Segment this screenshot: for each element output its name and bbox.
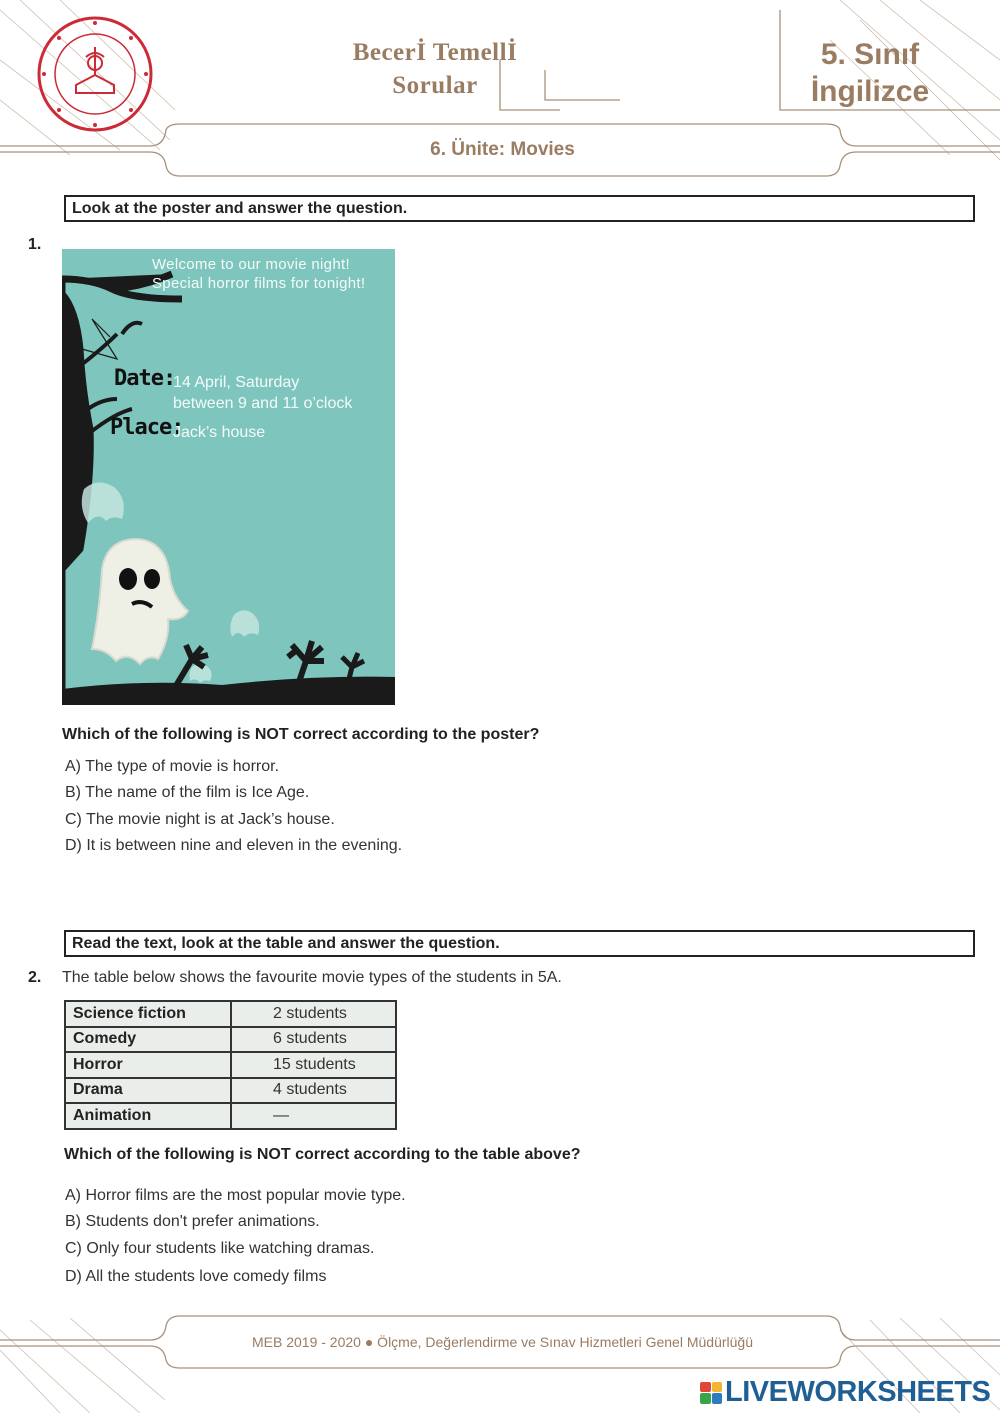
q2-option-a[interactable]: A) Horror films are the most popular movie type. — [65, 1187, 406, 1204]
question-2-stem: Which of the following is NOT correct according to the table above? — [64, 1146, 581, 1163]
liveworksheets-label: LIVEWORKSHEETS — [725, 1376, 991, 1408]
poster-date-label: Date: — [114, 366, 176, 391]
poster-welcome-line2: Special horror films for tonight! — [152, 275, 366, 292]
poster-date-line1: 14 April, Saturday — [173, 374, 300, 391]
instruction-box-1: Look at the poster and answer the question. — [64, 195, 975, 222]
poster-place-label: Place: — [110, 415, 184, 440]
table-cell-type: Drama — [65, 1078, 231, 1104]
poster-date-value — [173, 372, 352, 414]
question-2-intro: The table below shows the favourite movie types of the students in 5A. — [62, 969, 562, 986]
poster-illustration — [62, 249, 395, 705]
q1-option-a[interactable]: A) The type of movie is horror. — [65, 758, 280, 775]
movie-poster — [62, 249, 395, 705]
q2-option-c[interactable]: C) Only four students like watching dramas. — [65, 1240, 375, 1257]
table-cell-type: Science fiction — [65, 1001, 231, 1027]
series-title-line2: Sorular — [392, 72, 478, 99]
poster-welcome-line1: Welcome to our movie night! — [152, 256, 350, 273]
grade-label: 5. Sınıf — [820, 38, 920, 71]
ministry-logo — [36, 15, 154, 133]
table-row — [65, 1052, 396, 1078]
q1-option-b[interactable]: B) The name of the film is Ice Age. — [65, 784, 310, 801]
table-cell-type: Animation — [65, 1103, 231, 1129]
movie-types-table — [64, 1000, 397, 1130]
table-cell-count: 15 students — [231, 1052, 396, 1078]
liveworksheets-icon — [700, 1382, 722, 1404]
table-cell-count: 4 students — [231, 1078, 396, 1104]
table-cell-type: Comedy — [65, 1027, 231, 1053]
poster-date-line2: between 9 and 11 o’clock — [173, 395, 353, 412]
question-number-2: 2. — [28, 969, 42, 986]
table-row — [65, 1027, 396, 1053]
q2-option-d[interactable]: D) All the students love comedy films — [65, 1268, 327, 1285]
question-1-stem: Which of the following is NOT correct according to the poster? — [62, 726, 540, 743]
subject-label: İngilizce — [810, 75, 930, 108]
table-row — [65, 1078, 396, 1104]
grade-subject — [790, 36, 950, 110]
unit-title: 6. Ünite: Movies — [430, 139, 575, 160]
q2-option-b[interactable]: B) Students don't prefer animations. — [65, 1213, 320, 1230]
table-cell-count: 2 students — [231, 1001, 396, 1027]
table-row — [65, 1001, 396, 1027]
question-number-1: 1. — [28, 236, 42, 253]
q1-option-d[interactable]: D) It is between nine and eleven in the evening. — [65, 837, 403, 854]
liveworksheets-watermark — [700, 1376, 990, 1409]
instruction-box-2: Read the text, look at the table and answer the question. — [64, 930, 975, 957]
footer-text: MEB 2019 - 2020 ● Ölçme, Değerlendirme ve Sınav Hizmetleri Genel Müdürlüğü — [251, 1334, 753, 1350]
q1-option-c[interactable]: C) The movie night is at Jack’s house. — [65, 811, 335, 828]
poster-place-value: Jack’s house — [173, 424, 266, 441]
series-title-line1: Becerİ Temellİ — [352, 39, 518, 66]
table-row — [65, 1103, 396, 1129]
table-cell-count: 6 students — [231, 1027, 396, 1053]
series-title — [330, 36, 540, 102]
table-cell-type: Horror — [65, 1052, 231, 1078]
table-cell-count: — — [231, 1103, 396, 1129]
poster-welcome — [152, 255, 365, 293]
